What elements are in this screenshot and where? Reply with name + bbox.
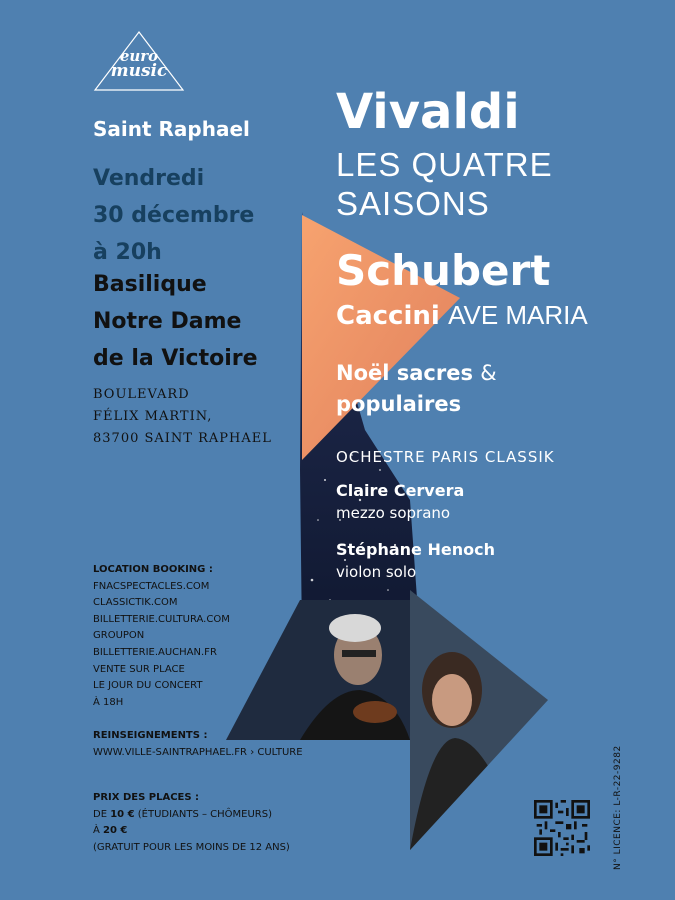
composer-vivaldi: Vivaldi — [336, 84, 520, 140]
price-line-2: À 20 € — [93, 825, 128, 837]
address-line-3: 83700 SAINT RAPHAEL — [93, 431, 272, 446]
qr-code[interactable] — [534, 800, 590, 856]
artist-2 — [336, 539, 495, 583]
artist-1 — [336, 480, 464, 524]
booking-item: LE JOUR DU CONCERT — [93, 680, 203, 692]
artist-1-name: Claire Cervera — [336, 481, 465, 500]
booking-heading: LOCATION BOOKING : — [93, 564, 213, 575]
booking-item: CLASSICTIK.COM — [93, 597, 178, 609]
logo-line-1: euro — [119, 47, 159, 65]
booking-item: BILLETTERIE.CULTURA.COM — [93, 613, 230, 625]
info-heading: REINSEIGNEMENTS : — [93, 730, 208, 741]
info-website: WWW.VILLE-SAINTRAPHAEL.FR › CULTURE — [93, 746, 303, 758]
price-full: 20 € — [103, 825, 128, 837]
event-venue — [93, 266, 258, 377]
information-block — [93, 728, 303, 761]
artist-2-role: violon solo — [336, 563, 417, 581]
event-city: Saint Raphael — [93, 117, 250, 141]
price-line-1: DE 10 € (ÉTUDIANTS – CHÔMEURS) — [93, 808, 273, 820]
booking-item: À 18H — [93, 696, 124, 708]
venue-line-2: Notre Dame — [93, 309, 242, 334]
event-date — [93, 160, 254, 271]
euromusic-logo — [93, 30, 185, 92]
prices-block — [93, 790, 290, 856]
booking-info — [93, 562, 230, 711]
artist-1-role: mezzo soprano — [336, 504, 451, 522]
venue-line-3: de la Victoire — [93, 346, 258, 371]
artist-2-name: Stéphane Henoch — [336, 540, 495, 559]
address-line-2: FÉLIX MARTIN, — [93, 409, 213, 424]
work-quatre-saisons: LES QUATRE SAISONS — [336, 146, 553, 222]
composer-caccini: Caccini AVE MARIA — [336, 300, 588, 331]
logo-line-2: music — [110, 61, 168, 81]
venue-line-1: Basilique — [93, 272, 207, 297]
booking-item: VENTE SUR PLACE — [93, 663, 185, 675]
venue-address — [93, 384, 272, 450]
prices-heading: PRIX DES PLACES : — [93, 792, 200, 803]
booking-item: GROUPON — [93, 630, 145, 642]
price-reduced: 10 € — [110, 808, 135, 820]
noel-program: Noël sacres & populaires — [336, 361, 497, 416]
date-line-3: à 20h — [93, 240, 162, 265]
date-line-1: Vendredi — [93, 166, 205, 191]
address-line-1: BOULEVARD — [93, 387, 190, 402]
singer-photo — [405, 590, 555, 860]
orchestra-name: OCHESTRE PARIS CLASSIK — [336, 448, 555, 466]
licence-number: N° LICENCE: L-R-22-9282 — [613, 745, 623, 870]
composer-schubert: Schubert — [336, 246, 551, 295]
work-ave-maria: AVE MARIA — [448, 300, 588, 330]
booking-item: FNACSPECTACLES.COM — [93, 580, 210, 592]
booking-item: BILLETTERIE.AUCHAN.FR — [93, 646, 217, 658]
date-line-2: 30 décembre — [93, 203, 255, 228]
price-line-3: (GRATUIT POUR LES MOINS DE 12 ANS) — [93, 841, 290, 853]
